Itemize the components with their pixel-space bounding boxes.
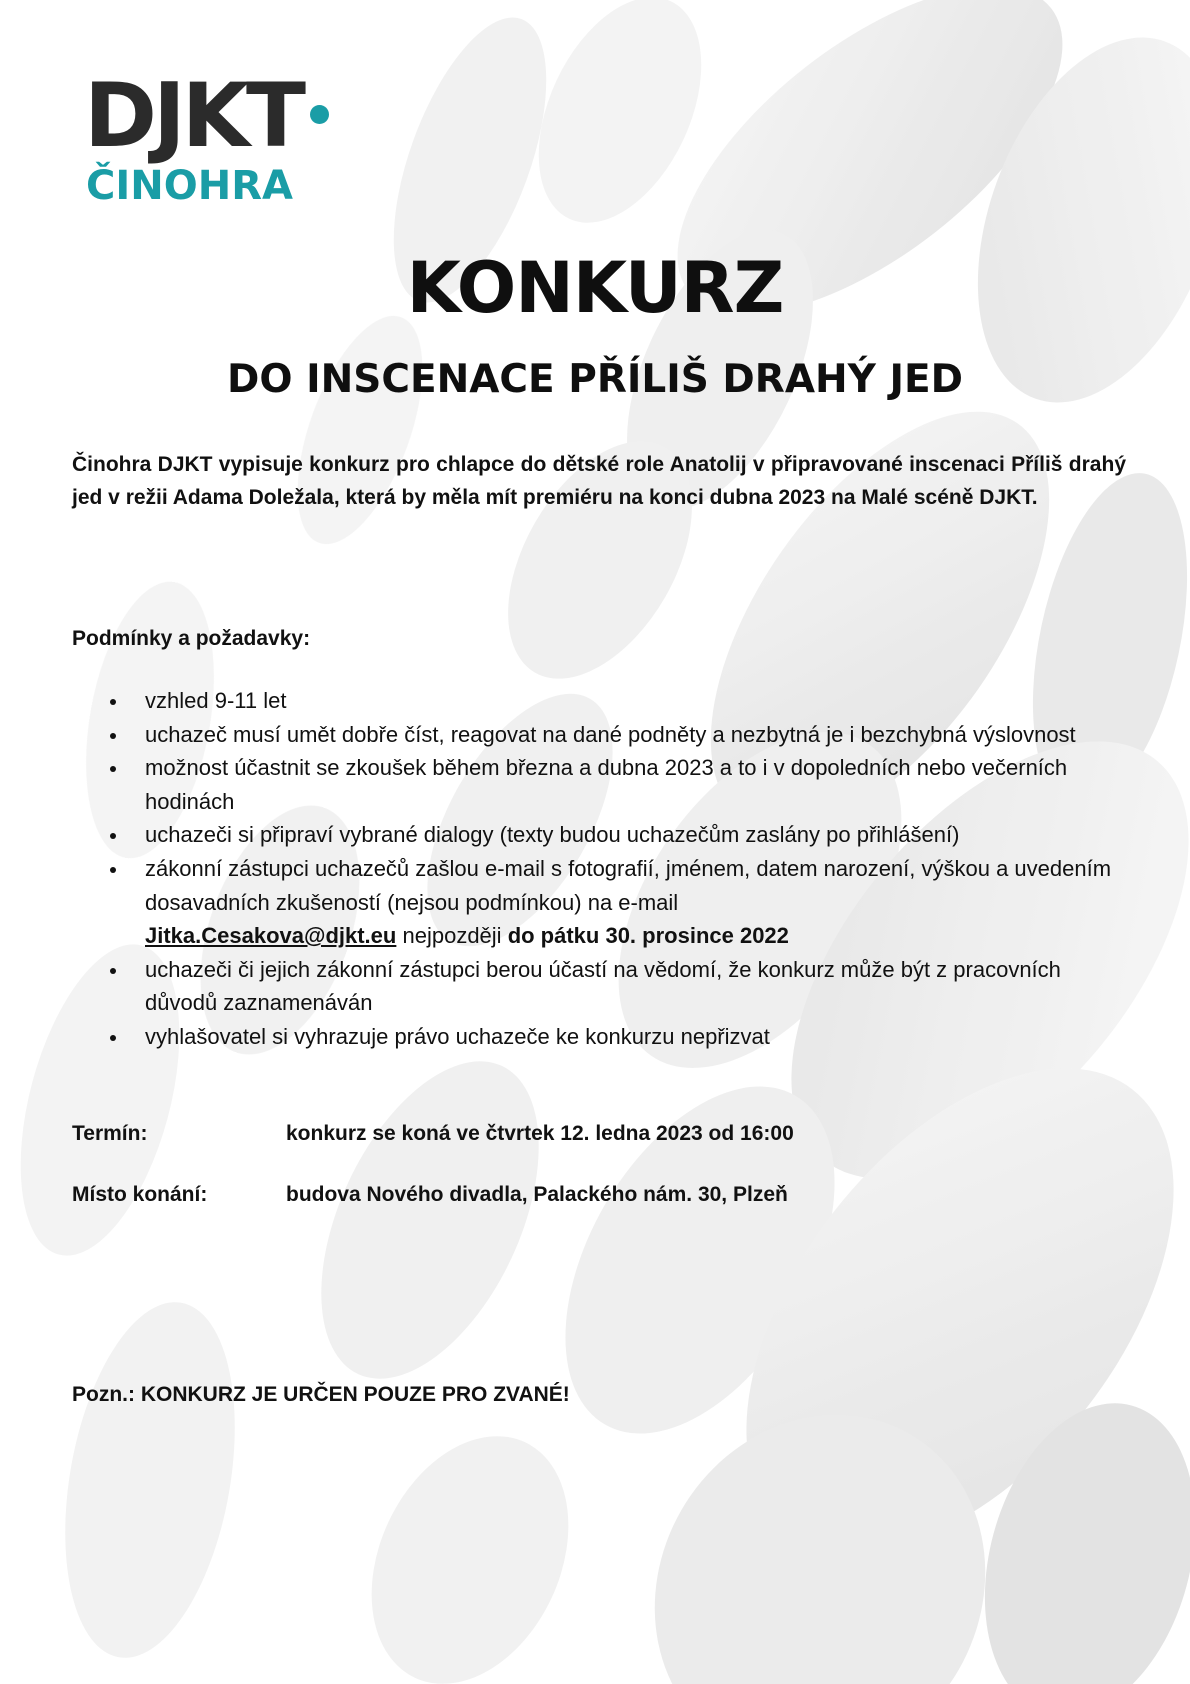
conditions-list bbox=[72, 684, 1112, 1054]
page-subtitle: DO INSCENACE PŘÍLIŠ DRAHÝ JED bbox=[227, 357, 963, 402]
list-item: uchazeči či jejich zákonní zástupci berou účastí na vědomí, že konkurz může být z pracovních důvodů zaznamenáván bbox=[72, 953, 1112, 1020]
contact-email-link[interactable]: Jitka.Cesakova@djkt.eu bbox=[145, 923, 397, 949]
misto-label: Místo konání: bbox=[72, 1183, 208, 1206]
list-item: uchazeči si připraví vybrané dialogy (texty budou uchazečům zaslány po přihlášení) bbox=[72, 818, 1112, 852]
termin-value: konkurz se koná ve čtvrtek 12. ledna 2023 od 16:00 bbox=[286, 1122, 794, 1145]
list-item: možnost účastnit se zkoušek během března a dubna 2023 a to i v dopoledních nebo večerních hodinách bbox=[72, 751, 1112, 818]
logo-subtitle: ČINOHRA bbox=[86, 163, 293, 209]
djkt-logo bbox=[84, 64, 329, 209]
list-item: uchazeč musí umět dobře číst, reagovat na dané podněty a nezbytná je i bezchybná výslovnost bbox=[72, 718, 1112, 752]
intro-paragraph: Činohra DJKT vypisuje konkurz pro chlapce do dětské role Anatolij v připravované inscenaci Příliš drahý jed v režii Adama Doležala, která by měla mít premiéru na konci dubna 2023 na Malé scéně DJKT. bbox=[72, 453, 1126, 509]
list-item: vyhlašovatel si vyhrazuje právo uchazeče ke konkurzu nepřizvat bbox=[72, 1020, 1112, 1054]
logo-dot-icon bbox=[310, 105, 329, 124]
deadline-prefix: nejpozději bbox=[402, 923, 502, 949]
misto-value: budova Nového divadla, Palackého nám. 30, Plzeň bbox=[286, 1183, 788, 1206]
logo-wordmark: DJKT bbox=[84, 64, 303, 167]
page-title: KONKURZ bbox=[406, 247, 784, 329]
list-item: zákonní zástupci uchazečů zašlou e-mail s fotografií, jménem, datem narození, výškou a uvedením dosavadních zkušeností (nejsou podmínkou) na e-mail Jitka.Cesakova@djkt.eu nejpozději do pátku 30. prosince 2022 bbox=[72, 852, 1112, 953]
list-item: vzhled 9-11 let bbox=[72, 684, 1112, 718]
deadline-text: do pátku 30. prosince 2022 bbox=[507, 923, 789, 949]
invitation-note: Pozn.: KONKURZ JE URČEN POUZE PRO ZVANÉ! bbox=[72, 1383, 570, 1406]
termin-label: Termín: bbox=[72, 1122, 148, 1145]
conditions-heading: Podmínky a požadavky: bbox=[72, 627, 311, 650]
